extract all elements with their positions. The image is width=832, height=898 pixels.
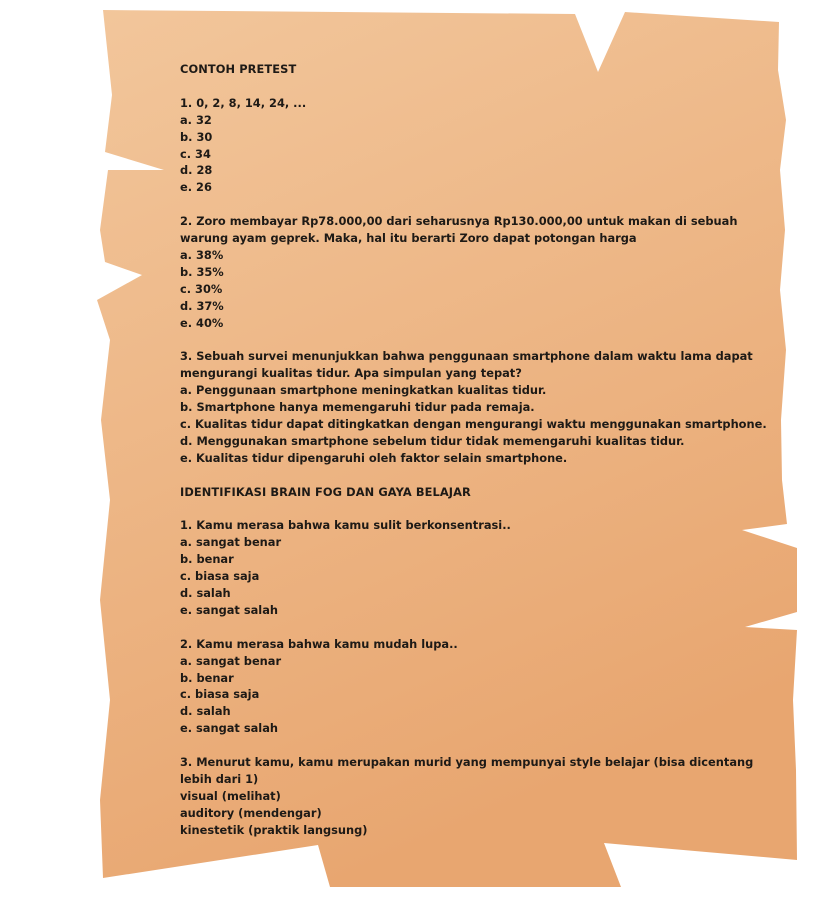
answer-option: c. 34: [180, 146, 211, 161]
answer-option: b. 30: [180, 129, 213, 144]
question-text: 2. Kamu merasa bahwa kamu mudah lupa..: [180, 636, 458, 651]
answer-option: e. sangat salah: [180, 721, 279, 736]
pretest-question-2: [180, 213, 760, 331]
pretest-document: [180, 61, 767, 839]
answer-option: e. sangat salah: [180, 602, 279, 617]
pretest-question-3: [180, 348, 767, 466]
survey-question-2: [180, 636, 760, 737]
document-title: CONTOH PRETEST: [180, 62, 297, 76]
survey-question-1: [180, 517, 760, 618]
answer-option: kinestetik (praktik langsung): [180, 822, 368, 837]
answer-option: visual (melihat): [180, 788, 281, 803]
answer-option: d. Menggunakan smartphone sebelum tidur tidak memengaruhi kualitas tidur.: [180, 433, 685, 448]
answer-option: d. 37%: [180, 298, 224, 313]
answer-option: auditory (mendengar): [180, 805, 322, 820]
answer-option: b. benar: [180, 552, 234, 567]
answer-option: a. 32: [180, 112, 212, 127]
answer-option: a. sangat benar: [180, 653, 282, 668]
answer-option: a. 38%: [180, 247, 224, 262]
answer-option: b. Smartphone hanya memengaruhi tidur pada remaja.: [180, 400, 535, 415]
answer-option: c. 30%: [180, 281, 223, 296]
survey-question-3: [180, 754, 760, 839]
answer-option: e. 26: [180, 180, 212, 195]
answer-option: b. benar: [180, 670, 234, 685]
question-text: 1. 0, 2, 8, 14, 24, ...: [180, 95, 307, 110]
answer-option: d. 28: [180, 163, 213, 178]
answer-option: d. salah: [180, 704, 231, 719]
question-text: 1. Kamu merasa bahwa kamu sulit berkonsentrasi..: [180, 518, 511, 533]
answer-option: c. Kualitas tidur dapat ditingkatkan dengan mengurangi waktu menggunakan smartphone.: [180, 416, 767, 431]
question-text: 2. Zoro membayar Rp78.000,00 dari seharusnya Rp130.000,00 untuk makan di sebuah warung ayam geprek. Maka, hal itu berarti Zoro dapat potongan harga: [180, 214, 738, 246]
answer-option: c. biasa saja: [180, 687, 260, 702]
answer-option: e. Kualitas tidur dipengaruhi oleh faktor selain smartphone.: [180, 450, 568, 465]
answer-option: a. Penggunaan smartphone meningkatkan kualitas tidur.: [180, 383, 547, 398]
answer-option: b. 35%: [180, 264, 224, 279]
answer-option: d. salah: [180, 586, 231, 601]
question-text: 3. Menurut kamu, kamu merupakan murid yang mempunyai style belajar (bisa dicentang lebih dari 1): [180, 755, 754, 786]
pretest-question-1: [180, 95, 760, 196]
question-text: 3. Sebuah survei menunjukkan bahwa penggunaan smartphone dalam waktu lama dapat mengurangi kualitas tidur. Apa simpulan yang tepat?: [180, 349, 753, 381]
answer-option: c. biasa saja: [180, 569, 260, 584]
answer-option: e. 40%: [180, 315, 224, 330]
section-title: IDENTIFIKASI BRAIN FOG DAN GAYA BELAJAR: [180, 484, 471, 499]
answer-option: a. sangat benar: [180, 535, 282, 550]
